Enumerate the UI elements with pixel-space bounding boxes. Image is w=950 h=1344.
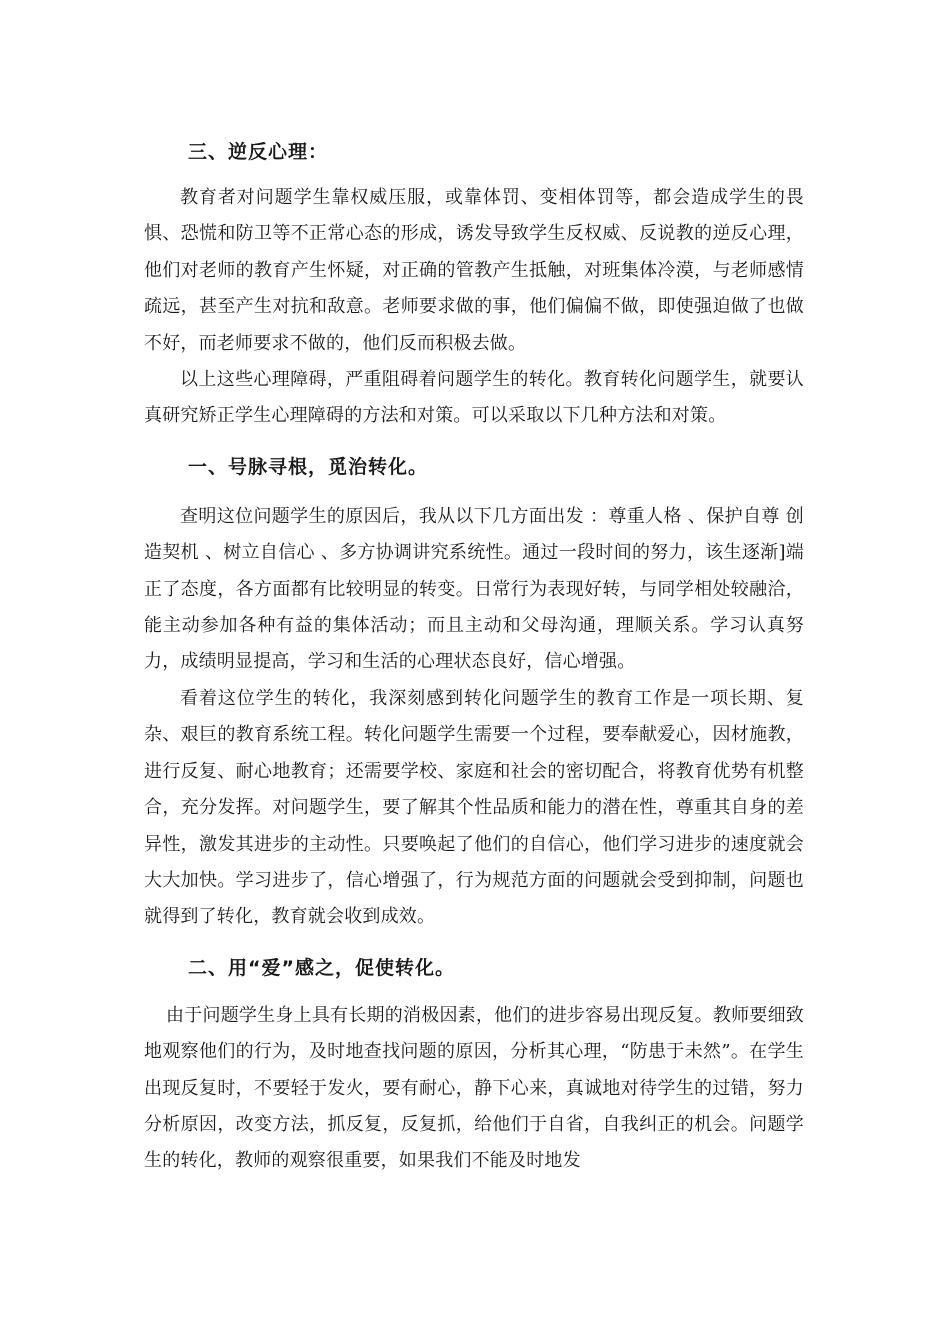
paragraph: 以上这些心理障碍，严重阻碍着问题学生的转化。教育转化问题学生，就要认真研究矫正学生心理障碍的方法和对策。可以采取以下几种方法和对策。 bbox=[144, 369, 804, 427]
section-heading-method-1: 一、号脉寻根，觅治转化。 bbox=[188, 455, 429, 478]
section-heading-method-2: 二、用“爱”感之，促使转化。 bbox=[188, 956, 455, 979]
paragraph: 看着这位学生的转化，我深刻感到转化问题学生的教育工作是一项长期、复杂、艰巨的教育系统工程。转化问题学生需要一个过程，要奉献爱心，因材施教，进行反复、耐心地教育；还需要学校、家庭和社会的密切配合，将教育优势有机整合，充分发挥。对问题学生，要了解其个性品质和能力的潜在性，尊重其自身的差异性，激发其进步的主动性。只要唤起了他们的自信心，他们学习进步的速度就会大大加快。学习进步了，信心增强了，行为规范方面的问题就会受到抑制，问题也就得到了转化，教育就会收到成效。 bbox=[144, 687, 804, 928]
paragraph: 由于问题学生身上具有长期的消极因素，他们的进步容易出现反复。教师要细致地观察他们的行为，及时地查找问题的原因，分析其心理，“防患于未然”。在学生出现反复时，不要轻于发火，要有耐心，静下心来，真诚地对待学生的过错，努力分析原因，改变方法，抓反复，反复抓，给他们于自省，自我纠正的机会。问题学生的转化，教师的观察很重要，如果我们不能及时地发 bbox=[144, 1004, 804, 1172]
document-body bbox=[144, 130, 804, 1180]
section-heading-reverse-psychology: 三、逆反心理： bbox=[188, 141, 329, 163]
paragraph: 教育者对问题学生靠权威压服，或靠体罚、变相体罚等，都会造成学生的畏惧、恐慌和防卫等不正常心态的形成，诱发导致学生反权威、反说教的逆反心理，他们对老师的教育产生怀疑，对正确的管教产生抵触，对班集体冷漠，与老师感情疏远，甚至产生对抗和敌意。老师要求做的事，他们偏偏不做，即使强迫做了也做不好，而老师要求不做的，他们反而积极去做。 bbox=[144, 187, 804, 354]
paragraph: 查明这位问题学生的原因后，我从以下几方面出发 ：尊重人格 、保护自尊 创造契机 、树立自信心 、多方协调讲究系统性。通过一段时间的努力，该生逐渐]端正了态度，各方面都有比较明显的转变。日常行为表现好转，与同学相处较融洽，能主动参加各种有益的集体活动；而且主动和父母沟通，理顺关系。学习认真努力，成绩明显提高，学习和生活的心理状态良好，信心增强。 bbox=[144, 505, 804, 673]
